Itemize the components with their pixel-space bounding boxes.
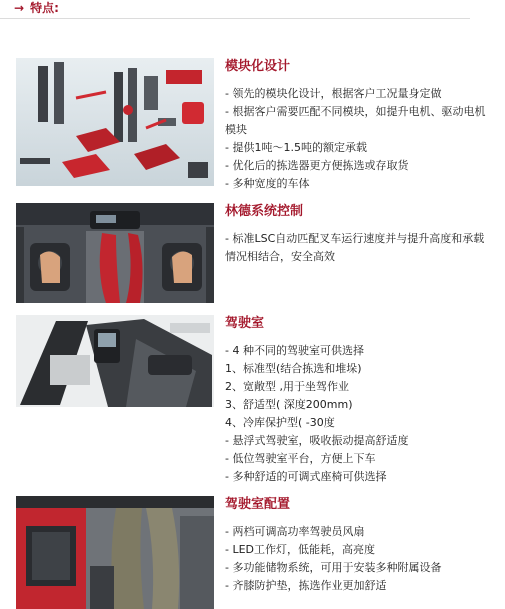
section-title: 驾驶室: [225, 316, 265, 331]
cab-config-text: [225, 496, 487, 595]
feature-item: - 多种舒适的可调式座椅可供选择: [225, 470, 387, 483]
cab-image: [16, 315, 214, 407]
feature-item: - 低位驾驶室平台，方便上下车: [225, 452, 376, 465]
features-header: [0, 0, 470, 19]
cab-config-image: [16, 496, 214, 609]
feature-item: - 标准LSC自动匹配叉车运行速度并与提升高度和承载情况相结合，安全高效: [225, 232, 485, 263]
feature-item: 4、冷库保护型( -30度: [225, 416, 335, 429]
section-cab: [16, 315, 486, 491]
feature-item: - 悬浮式驾驶室，吸收振动提高舒适度: [225, 434, 409, 447]
section-modular-design: [16, 58, 486, 198]
section-title: 驾驶室配置: [225, 497, 291, 512]
section-linde-control: [16, 203, 486, 307]
features-label: 特点:: [30, 1, 59, 15]
operator-controls-image: [16, 203, 214, 303]
feature-item: - 齐膝防护垫，拣选作业更加舒适: [225, 579, 387, 592]
feature-item: - 根据客户需要匹配不同模块，如提升电机、驱动电机模块: [225, 105, 486, 136]
feature-item: - 4 种不同的驾驶室可供选择: [225, 344, 364, 357]
modular-components-image: [16, 58, 214, 186]
section-cab-config: [16, 496, 486, 609]
modular-design-text: [225, 58, 487, 193]
feature-item: - 优化后的拣选器更方便拣选或存取货: [225, 159, 409, 172]
feature-item: 1、标准型(结合拣选和堆垛): [225, 362, 362, 375]
feature-item: - LED工作灯，低能耗，高亮度: [225, 543, 376, 556]
section-title: 林德系统控制: [225, 204, 304, 219]
feature-item: - 两档可调高功率驾驶员风扇: [225, 525, 365, 538]
feature-item: 2、宽敞型 ,用于坐驾作业: [225, 380, 349, 393]
cab-text: [225, 315, 487, 486]
arrow-icon: →: [14, 1, 25, 15]
feature-item: - 领先的模块化设计，根据客户工况量身定做: [225, 87, 442, 100]
feature-item: - 多种宽度的车体: [225, 177, 310, 190]
linde-control-text: [225, 203, 487, 266]
feature-item: 3、舒适型( 深度200mm): [225, 398, 353, 411]
feature-item: - 多功能储物系统，可用于安装多种附属设备: [225, 561, 442, 574]
section-title: 模块化设计: [225, 59, 291, 74]
feature-item: - 提供1吨～1.5吨的额定承载: [225, 141, 367, 154]
